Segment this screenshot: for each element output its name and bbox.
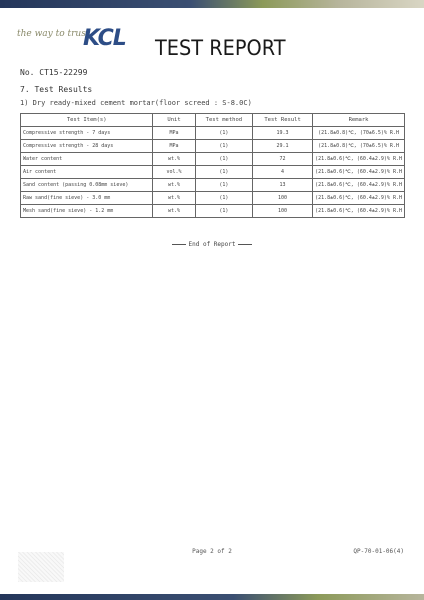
cell-item: Sand content (passing 0.08mm sieve) (21, 179, 153, 192)
table-header-row (21, 114, 405, 127)
cell-remark: (21.8±0.6)℃, (60.4±2.9)% R.H (313, 179, 405, 192)
cell-unit: MPa (153, 127, 195, 140)
cell-remark: (21.8±0.6)℃, (60.4±2.9)% R.H (313, 166, 405, 179)
table-row (21, 140, 405, 153)
cell-result: 29.1 (253, 140, 313, 153)
table-row (21, 166, 405, 179)
cell-result: 4 (253, 166, 313, 179)
cell-method: (1) (195, 179, 252, 192)
header-test-item: Test Item(s) (21, 114, 153, 127)
cell-result: 100 (253, 192, 313, 205)
cell-unit: MPa (153, 140, 195, 153)
cell-unit: wt.% (153, 179, 195, 192)
cell-method: (1) (195, 153, 252, 166)
header-remark: Remark (313, 114, 405, 127)
cell-result: 19.3 (253, 127, 313, 140)
header-test-method: Test method (195, 114, 252, 127)
cell-item: Air content (21, 166, 153, 179)
top-color-band (0, 0, 424, 8)
cell-unit: wt.% (153, 153, 195, 166)
table-row (21, 153, 405, 166)
cell-method: (1) (195, 192, 252, 205)
cell-item: Raw sand(fine sieve) - 3.0 mm (21, 192, 153, 205)
cell-item: Compressive strength - 28 days (21, 140, 153, 153)
cell-item: Compressive strength - 7 days (21, 127, 153, 140)
section-heading: 7. Test Results (20, 85, 93, 94)
dash-right (238, 244, 252, 245)
cell-remark: (21.8±0.6)℃, (60.4±2.9)% R.H (313, 192, 405, 205)
page-title: TEST REPORT (155, 36, 286, 60)
kcl-logo: KCL (83, 26, 126, 51)
form-code: QP-70-01-06(4) (353, 548, 404, 555)
stamp-mark (18, 552, 64, 582)
cell-method: (1) (195, 166, 252, 179)
table-row (21, 179, 405, 192)
cell-unit: vol.% (153, 166, 195, 179)
cell-remark: (21.8±0.8)℃, (70±6.5)% R.H (313, 140, 405, 153)
cell-item: Mesh sand(fine sieve) - 1.2 mm (21, 205, 153, 218)
cell-result: 72 (253, 153, 313, 166)
slogan-text: the way to trust (17, 29, 90, 39)
specimen-description: 1) Dry ready-mixed cement mortar(floor screed : S-8.0C) (20, 99, 252, 107)
cell-unit: wt.% (153, 192, 195, 205)
report-number: No. CT15-22299 (20, 68, 88, 77)
cell-method: (1) (195, 205, 252, 218)
cell-item: Water content (21, 153, 153, 166)
cell-result: 100 (253, 205, 313, 218)
cell-method: (1) (195, 140, 252, 153)
cell-unit: wt.% (153, 205, 195, 218)
dash-left (172, 244, 186, 245)
cell-remark: (21.8±0.8)℃, (70±6.5)% R.H (313, 127, 405, 140)
cell-remark: (21.8±0.6)℃, (60.4±2.9)% R.H (313, 205, 405, 218)
end-of-report (0, 241, 424, 248)
header-unit: Unit (153, 114, 195, 127)
table-row (21, 205, 405, 218)
cell-remark: (21.8±0.6)℃, (60.4±2.9)% R.H (313, 153, 405, 166)
results-table (20, 113, 405, 218)
table-row (21, 192, 405, 205)
cell-method: (1) (195, 127, 252, 140)
header-test-result: Test Result (253, 114, 313, 127)
page-number: Page 2 of 2 (192, 548, 232, 555)
cell-result: 13 (253, 179, 313, 192)
table-row (21, 127, 405, 140)
end-of-report-text: End of Report (188, 241, 236, 248)
bottom-color-band (0, 594, 424, 600)
